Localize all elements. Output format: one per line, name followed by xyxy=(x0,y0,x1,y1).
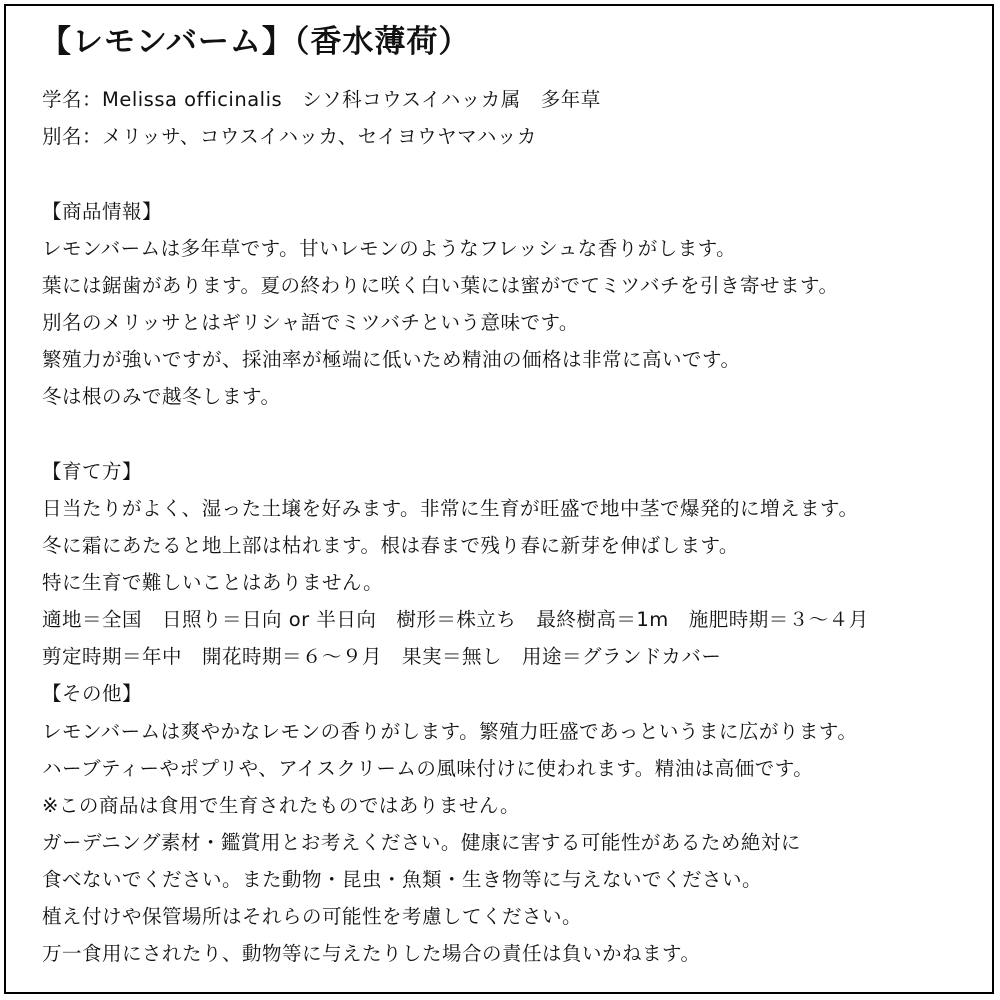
growing-line: 特に生育で難しいことはありません。 xyxy=(42,571,384,594)
other-line: 万一食用にされたり、動物等に与えたりした場合の責任は負いかねます。 xyxy=(42,942,701,965)
scientific-name-line: 学名：Melissa officinalis シソ科コウスイハッカ属 多年草 xyxy=(42,88,601,111)
product-info-line: 別名のメリッサとはギリシャ語でミツバチという意味です。 xyxy=(42,311,579,334)
other-line: 食べないでください。また動物・昆虫・魚類・生き物等に与えないでください。 xyxy=(42,868,763,891)
product-info-line: レモンバームは多年草です。甘いレモンのようなフレッシュな香りがします。 xyxy=(42,237,737,260)
product-info-line: 葉には鋸歯があります。夏の終わりに咲く白い葉には蜜がでてミツバチを引き寄せます。 xyxy=(42,274,839,297)
growing-heading: 【育て方】 xyxy=(42,460,143,483)
other-line: ※この商品は食用で生育されたものではありません。 xyxy=(42,794,521,817)
product-info-heading: 【商品情報】 xyxy=(42,200,163,223)
alias-line: 別名：メリッサ、コウスイハッカ、セイヨウヤマハッカ xyxy=(42,125,537,148)
other-line: ハーブティーやポプリや、アイスクリームの風味付けに使われます。精油は高価です。 xyxy=(42,757,814,780)
other-line: 植え付けや保管場所はそれらの可能性を考慮してください。 xyxy=(42,905,583,928)
growing-spec-line: 剪定時期＝年中 開花時期＝６～９月 果実＝無し 用途＝グランドカバー xyxy=(42,645,722,668)
product-info-line: 冬は根のみで越冬します。 xyxy=(42,385,281,408)
product-info-line: 繁殖力が強いですが、採油率が極端に低いため精油の価格は非常に高いです。 xyxy=(42,348,741,371)
growing-line: 冬に霜にあたると地上部は枯れます。根は春まで残り春に新芽を伸ばします。 xyxy=(42,534,739,557)
page-title: 【レモンバーム】（香水薄荷） xyxy=(40,24,471,60)
other-heading: 【その他】 xyxy=(42,682,143,705)
growing-line: 日当たりがよく、湿った土壌を好みます。非常に生育が旺盛で地中茎で爆発的に増えます。 xyxy=(42,497,859,520)
other-line: ガーデニング素材・鑑賞用とお考えください。健康に害する可能性があるため絶対に xyxy=(42,831,801,854)
growing-spec-line: 適地＝全国 日照り＝日向 or 半日向 樹形＝株立ち 最終樹高＝1m 施肥時期＝３～４月 xyxy=(42,608,869,631)
other-line: レモンバームは爽やかなレモンの香りがします。繁殖力旺盛であっというまに広がります。 xyxy=(42,720,858,743)
